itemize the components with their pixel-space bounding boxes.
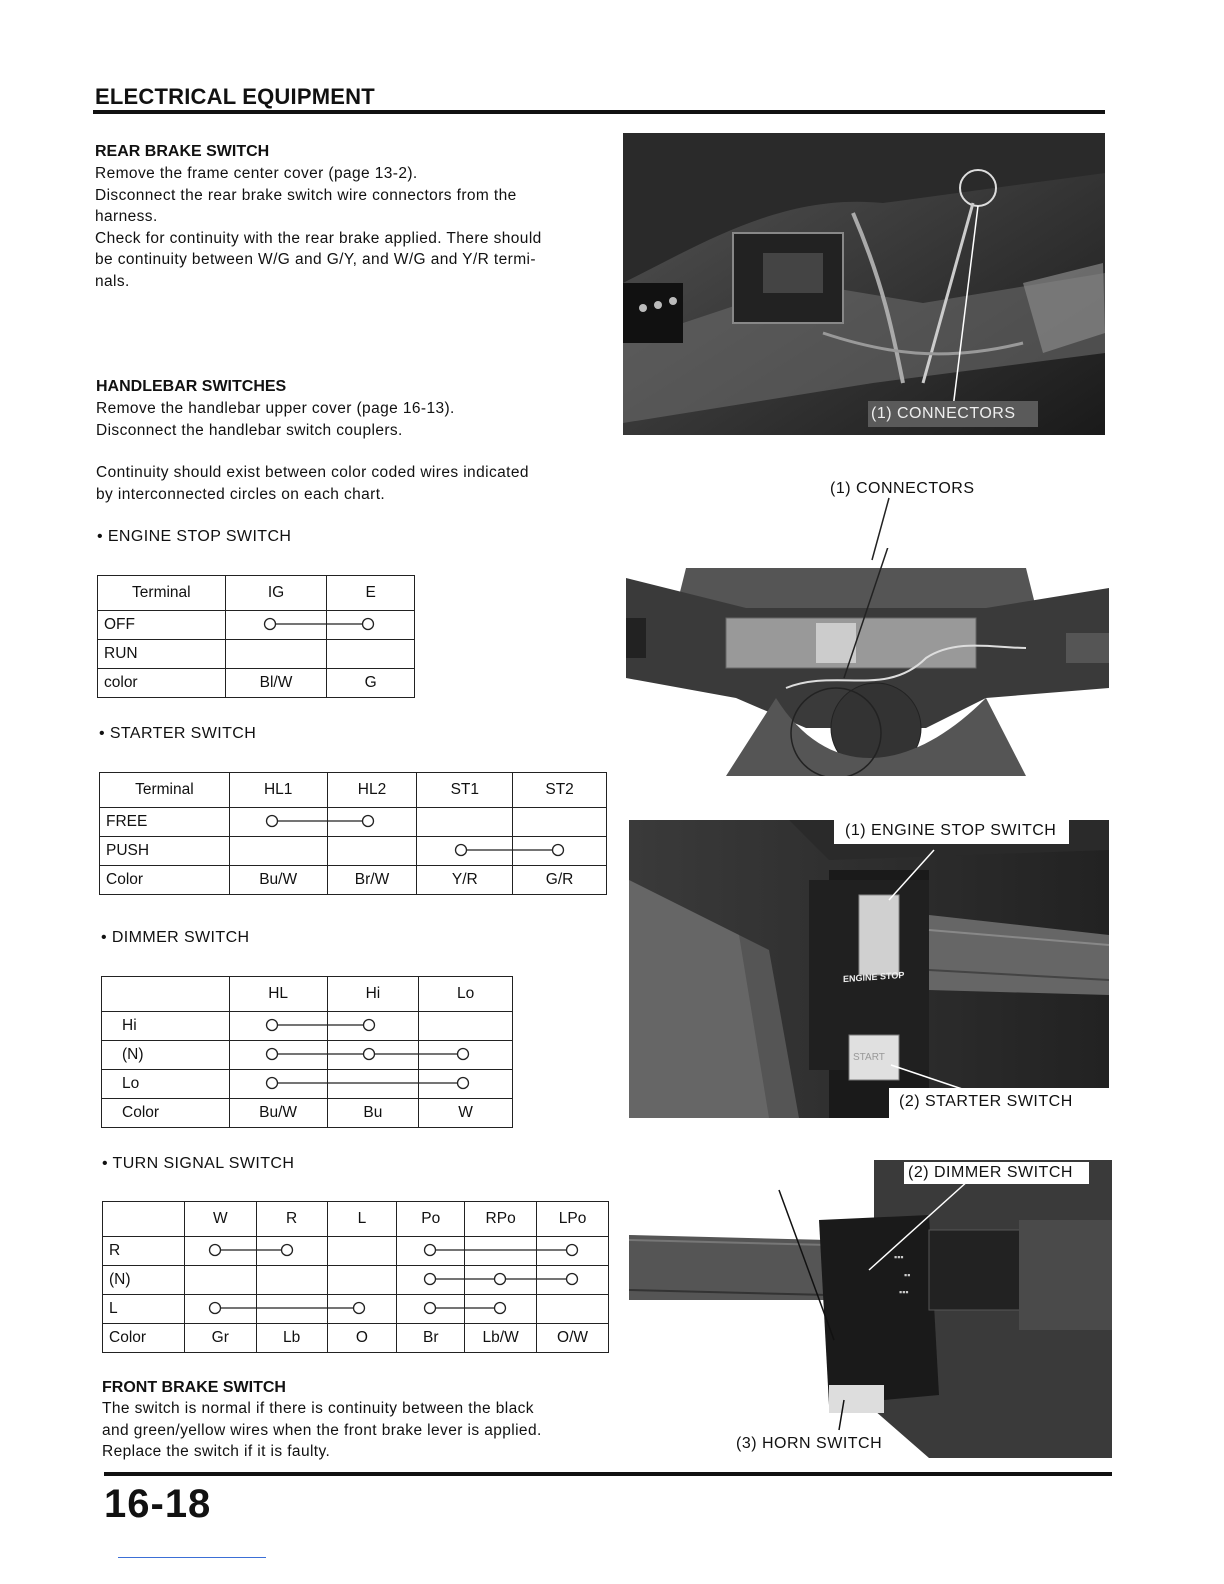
table-cell xyxy=(465,1237,537,1266)
svg-text:▪▪▪: ▪▪▪ xyxy=(899,1287,909,1297)
callout-connectors: (1) CONNECTORS xyxy=(871,405,1016,422)
table-cell xyxy=(184,1266,256,1295)
svg-text:▪▪: ▪▪ xyxy=(904,1270,911,1280)
table-cell xyxy=(327,611,415,640)
table-cell xyxy=(256,1295,327,1324)
text-line: and green/yellow wires when the front brake lever is applied. xyxy=(102,1421,542,1439)
engine-stop-mark: ENGINE STOP xyxy=(843,969,905,985)
table-cell: Bu/W xyxy=(229,866,327,895)
table-cell xyxy=(229,1041,327,1070)
continuity-text xyxy=(96,462,616,505)
text-line: Check for continuity with the rear brake applied. There should xyxy=(95,229,542,247)
table-cell xyxy=(417,837,513,866)
text-line: Disconnect the rear brake switch wire connectors from the xyxy=(95,186,517,204)
table-cell: Gr xyxy=(184,1324,256,1353)
engine-stop-label: • ENGINE STOP SWITCH xyxy=(97,528,292,545)
header-cell: Terminal xyxy=(98,576,226,611)
section-title: ELECTRICAL EQUIPMENT xyxy=(95,84,375,109)
table-cell xyxy=(256,1266,327,1295)
table-cell: W xyxy=(419,1099,513,1128)
text-line: The switch is normal if there is continuity between the black xyxy=(102,1400,534,1417)
text-line: Remove the handlebar upper cover (page 16-13). xyxy=(96,400,455,417)
callout-horn: (3) HORN SWITCH xyxy=(736,1435,883,1452)
photo-illustration xyxy=(623,133,1105,435)
table-cell: G xyxy=(327,669,415,698)
text-line: Disconnect the handlebar switch couplers. xyxy=(96,421,403,439)
dimmer-label: • DIMMER SWITCH xyxy=(101,929,250,946)
text-line: be continuity between W/G and G/Y, and W/G and Y/R termi- xyxy=(95,251,536,268)
table-cell: Bu xyxy=(327,1099,419,1128)
table-cell xyxy=(465,1266,537,1295)
table-cell xyxy=(229,1070,327,1099)
table-cell xyxy=(327,1237,397,1266)
table-cell: Bu/W xyxy=(229,1099,327,1128)
handlebar-title: HANDLEBAR SWITCHES xyxy=(96,378,287,395)
engine-stop-table xyxy=(97,575,415,698)
text-line: by interconnected circles on each chart. xyxy=(96,485,386,503)
header-cell: ST2 xyxy=(513,773,607,808)
photo-handlebar-connectors xyxy=(626,548,1109,776)
table-cell xyxy=(327,837,417,866)
text-line: Continuity should exist between color coded wires indicated xyxy=(96,464,529,481)
table-cell xyxy=(419,1070,513,1099)
table-cell xyxy=(513,808,607,837)
table-cell xyxy=(327,1266,397,1295)
table-cell: Lb xyxy=(256,1324,327,1353)
page-number: 16-18 xyxy=(104,1482,212,1526)
svg-text:▪▪▪: ▪▪▪ xyxy=(894,1252,904,1262)
footer-rule xyxy=(104,1472,1112,1476)
header-cell: LPo xyxy=(537,1202,609,1237)
header-cell: HL2 xyxy=(327,773,417,808)
table-cell xyxy=(465,1295,537,1324)
row-label: (N) xyxy=(103,1266,185,1295)
table-cell: Lb/W xyxy=(465,1324,537,1353)
start-mark: START xyxy=(853,1052,885,1063)
table-cell xyxy=(419,1012,513,1041)
row-label: L xyxy=(103,1295,185,1324)
table-cell xyxy=(537,1237,609,1266)
row-label: Color xyxy=(102,1099,230,1128)
table-cell xyxy=(256,1237,327,1266)
header-cell xyxy=(103,1202,185,1237)
starter-table xyxy=(99,772,607,895)
table-cell: O/W xyxy=(537,1324,609,1353)
turn-signal-label: • TURN SIGNAL SWITCH xyxy=(102,1155,295,1172)
table-cell xyxy=(225,640,327,669)
starter-label: • STARTER SWITCH xyxy=(99,725,257,742)
table-cell xyxy=(327,640,415,669)
table-cell: Y/R xyxy=(417,866,513,895)
header-cell: IG xyxy=(225,576,327,611)
photo-rear-brake-connectors xyxy=(623,133,1105,435)
row-label: (N) xyxy=(102,1041,230,1070)
photo-illustration xyxy=(629,1160,1112,1458)
table-cell xyxy=(184,1237,256,1266)
table-cell xyxy=(417,808,513,837)
header-cell: ST1 xyxy=(417,773,513,808)
callout-dimmer: (2) DIMMER SWITCH xyxy=(908,1164,1073,1181)
header-cell: E xyxy=(327,576,415,611)
photo-illustration xyxy=(626,548,1109,776)
front-brake-text xyxy=(102,1398,622,1463)
row-label: PUSH xyxy=(100,837,230,866)
header-cell: HL1 xyxy=(229,773,327,808)
table-cell xyxy=(397,1266,465,1295)
photo-engine-stop-starter xyxy=(629,820,1109,1118)
table-cell xyxy=(327,1295,397,1324)
row-label: Color xyxy=(103,1324,185,1353)
callout-connectors-2: (1) CONNECTORS xyxy=(830,480,975,497)
turn-signal-table xyxy=(102,1201,609,1353)
table-cell xyxy=(327,1012,419,1041)
header-cell xyxy=(102,977,230,1012)
photo-turn-signal-dimmer xyxy=(629,1160,1112,1458)
header-cell: HL xyxy=(229,977,327,1012)
header-rule xyxy=(93,110,1105,114)
table-cell xyxy=(419,1041,513,1070)
table-cell xyxy=(327,808,417,837)
table-cell xyxy=(397,1295,465,1324)
table-cell xyxy=(225,611,327,640)
table-cell: O xyxy=(327,1324,397,1353)
table-cell xyxy=(327,1070,419,1099)
row-label: FREE xyxy=(100,808,230,837)
front-brake-title: FRONT BRAKE SWITCH xyxy=(102,1379,286,1396)
row-label: color xyxy=(98,669,226,698)
table-cell xyxy=(397,1237,465,1266)
table-cell xyxy=(229,837,327,866)
table-cell xyxy=(513,837,607,866)
callout-engine-stop: (1) ENGINE STOP SWITCH xyxy=(845,822,1057,839)
header-cell: Hi xyxy=(327,977,419,1012)
header-cell: Terminal xyxy=(100,773,230,808)
row-label: OFF xyxy=(98,611,226,640)
table-cell xyxy=(229,1012,327,1041)
rear-brake-title: REAR BRAKE SWITCH xyxy=(95,143,270,160)
table-cell xyxy=(537,1295,609,1324)
table-cell xyxy=(229,808,327,837)
bottom-link-line xyxy=(118,1557,266,1558)
header-cell: L xyxy=(327,1202,397,1237)
header-cell: RPo xyxy=(465,1202,537,1237)
table-cell: G/R xyxy=(513,866,607,895)
table-cell xyxy=(184,1295,256,1324)
header-cell: Po xyxy=(397,1202,465,1237)
table-cell xyxy=(537,1266,609,1295)
rear-brake-text xyxy=(95,163,615,292)
row-label: Hi xyxy=(102,1012,230,1041)
photo-illustration xyxy=(629,820,1109,1118)
text-line: nals. xyxy=(95,272,130,290)
row-label: Color xyxy=(100,866,230,895)
row-label: R xyxy=(103,1237,185,1266)
header-cell: R xyxy=(256,1202,327,1237)
table-cell: Br/W xyxy=(327,866,417,895)
callout-starter: (2) STARTER SWITCH xyxy=(899,1093,1073,1110)
text-line: harness. xyxy=(95,208,158,225)
header-cell: Lo xyxy=(419,977,513,1012)
table-cell xyxy=(327,1041,419,1070)
text-line: Remove the frame center cover (page 13-2). xyxy=(95,165,418,182)
handlebar-text xyxy=(96,398,616,441)
text-line: Replace the switch if it is faulty. xyxy=(102,1443,331,1460)
row-label: Lo xyxy=(102,1070,230,1099)
table-cell: Bl/W xyxy=(225,669,327,698)
row-label: RUN xyxy=(98,640,226,669)
dimmer-table xyxy=(101,976,513,1128)
table-cell: Br xyxy=(397,1324,465,1353)
header-cell: W xyxy=(184,1202,256,1237)
